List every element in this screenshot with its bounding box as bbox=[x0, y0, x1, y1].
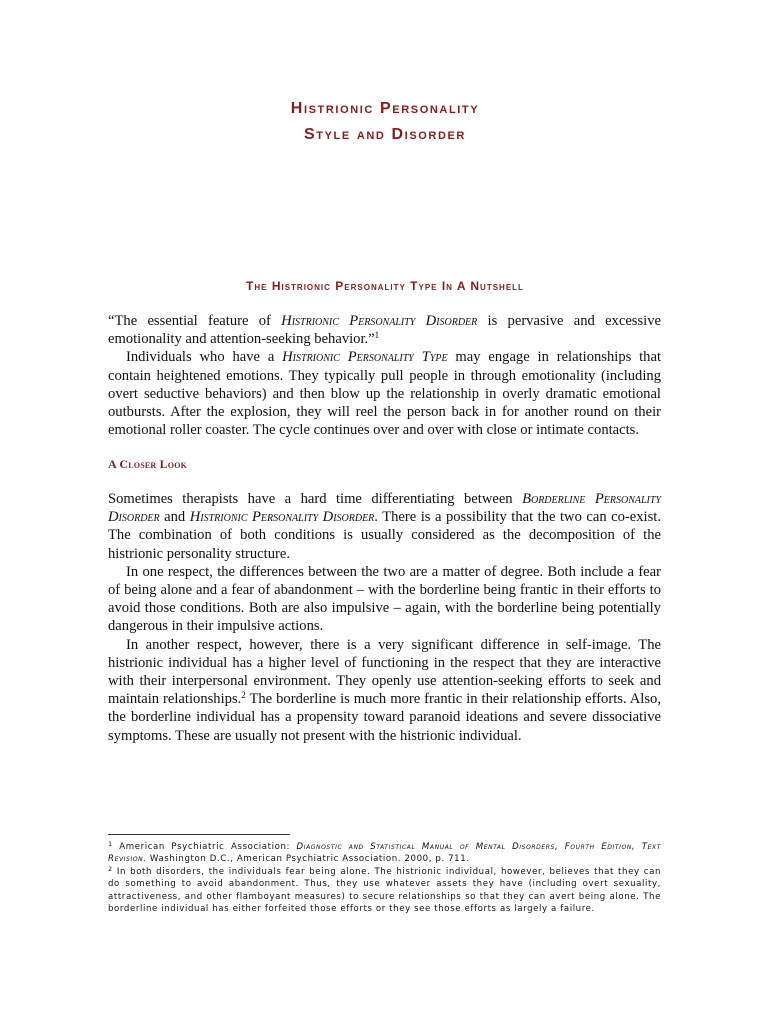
document-title bbox=[0, 96, 770, 148]
closer-paragraph-3: In another respect, however, there is a very significant difference in self-image. The histrionic individual has a higher level of functioning in the respect that they are interactive with their interpersonal environment. They openly use attention-seeking efforts to seek and maintain relationships.$^2$ The borderline is much more frantic in their relationship efforts. Also, the borderline individual has a propensity toward paranoid ideations and severe dissociative symptoms. These are usually not present with the histrionic individual. bbox=[108, 636, 661, 744]
footnote-ref-2[interactable]: 2 bbox=[241, 690, 246, 701]
intro-paragraph-2: Individuals who have a Histrionic Personality Type may engage in relationships that contain heightened emotions. They typically pull people in through emotionality (including overt seductive behaviors) and then blow up the relationship in overly dramatic emotional outbursts. After the explosion, they will reel the person back in for another round on their emotional roller coaster. The cycle continues over and over with close or intimate contacts. bbox=[108, 349, 662, 439]
footnote-ref-1[interactable]: 1 bbox=[374, 330, 380, 341]
closer-paragraph-1: Sometimes therapists have a hard time differentiating between Borderline Personality Disorder and Histrionic Personality Disorder. There is a possibility that the two can co-exist. The combination of both conditions is usually considered as the decomposition of the histrionic personality structure. bbox=[108, 491, 662, 562]
section-heading-nutshell: The Histrionic Personality Type In A Nutshell bbox=[246, 279, 524, 293]
footnote-divider bbox=[108, 834, 290, 835]
footnotes bbox=[108, 841, 661, 915]
term-histrionic-personality-disorder-2: Histrionic Personality Disorder bbox=[189, 509, 375, 526]
intro-paragraph-1: “The essential feature of Histrionic Personality Disorder is pervasive and excessive emotionality and attention-seeking behavior.”$^1$ bbox=[108, 313, 661, 348]
title-line-2: Style and Disorder bbox=[304, 126, 466, 143]
closer-look-heading: A Closer Look bbox=[108, 457, 188, 471]
footnote-2: $^2$ In both disorders, the individuals fear being alone. The histrionic individual, however, believes that they can do something to avoid abandonment. Thus, they use whatever assets they have (including overt sexuality, attractiveness, and other flamboyant measures) to secure relationships so that they can avert being alone. The borderline individual has either forfeited those efforts or they see those efforts as largely a failure. bbox=[108, 864, 661, 915]
footnote-1-source-title: Diagnostic and Statistical Manual of Mental Disorders, Fourth Edition, Text Revision. bbox=[108, 842, 661, 865]
title-line-1: Histrionic Personality bbox=[290, 100, 480, 117]
footnote-1: $^1$ American Psychiatric Association: Diagnostic and Statistical Manual of Mental Disorders, Fourth Edition, Text Revision. Washington D.C., American Psychiatric Association. 2000, p. 711. bbox=[108, 840, 661, 865]
term-histrionic-personality-disorder: Histrionic Personality Disorder bbox=[281, 313, 478, 329]
term-borderline-personality-disorder: Borderline Personality Disorder bbox=[108, 491, 662, 526]
intro-section bbox=[108, 312, 661, 439]
term-histrionic-personality-type: Histrionic Personality Type bbox=[282, 349, 448, 366]
closer-look-section bbox=[108, 490, 661, 745]
closer-paragraph-2: In one respect, the differences between the two are a matter of degree. Both include a fear of being alone and a fear of abandonment – with the borderline being frantic in their efforts to avoid those conditions. Both are also impulsive – again, with the borderline being potentially dangerous in their impulsive actions. bbox=[108, 563, 661, 635]
